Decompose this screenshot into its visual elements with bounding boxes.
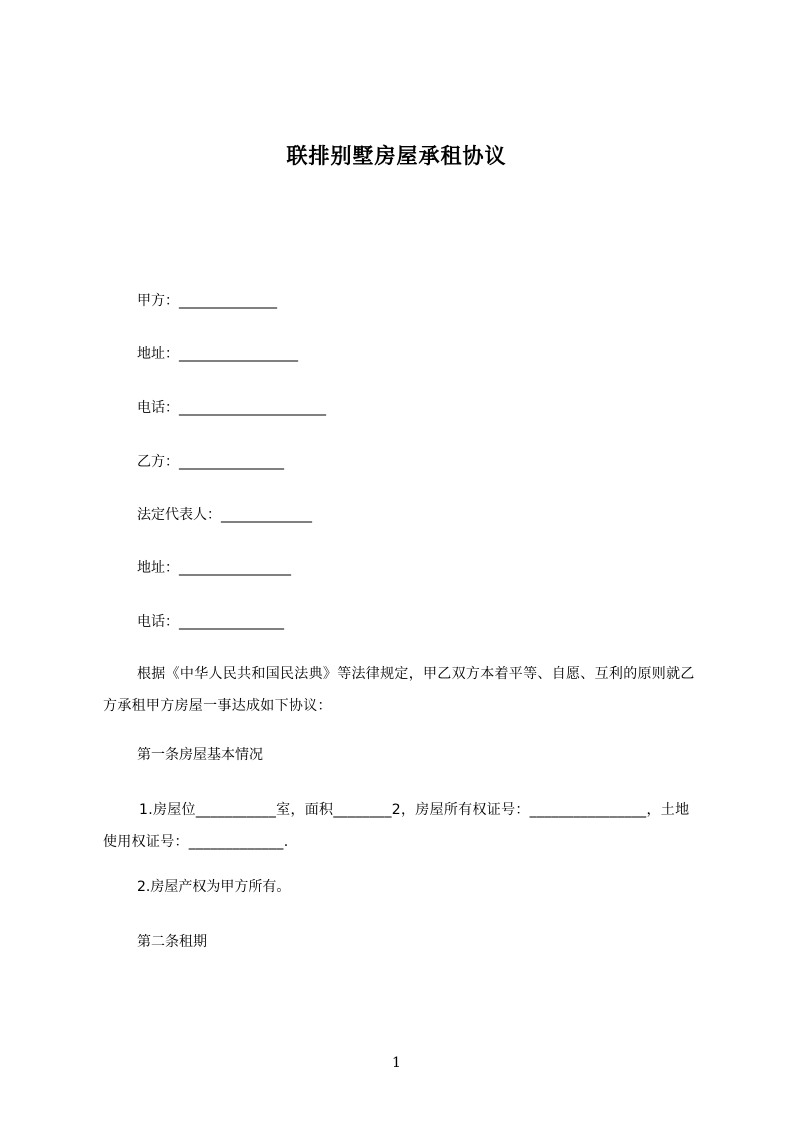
preamble-paragraph: 根据《中华人民共和国民法典》等法律规定，甲乙双方本着平等、自愿、互利的原则就乙方承租甲方房屋一事达成如下协议： — [103, 666, 695, 714]
article2-heading: 第二条租期 — [137, 934, 207, 950]
party-a-phone-line: 电话：_____________________ — [137, 400, 326, 416]
party-b-name-line: 乙方：_______________ — [137, 454, 284, 470]
article1-item1-paragraph: 1.房屋位___________室，面积________2，房屋所有权证号：________________，土地使用权证号：_____________. — [103, 802, 690, 850]
article1-item2: 2.房屋产权为甲方所有。 — [137, 879, 291, 895]
article1-heading: 第一条房屋基本情况 — [137, 747, 263, 763]
party-b-address-line: 地址：________________ — [137, 560, 291, 576]
party-a-address-line: 地址：_________________ — [137, 346, 298, 362]
page-number: 1 — [392, 1055, 401, 1071]
party-b-phone-line: 电话：_______________ — [137, 614, 284, 630]
document-title: 联排别墅房屋承租协议 — [286, 144, 507, 168]
party-b-legal-rep-line: 法定代表人：_____________ — [137, 507, 312, 523]
party-a-name-line: 甲方：______________ — [137, 293, 277, 309]
